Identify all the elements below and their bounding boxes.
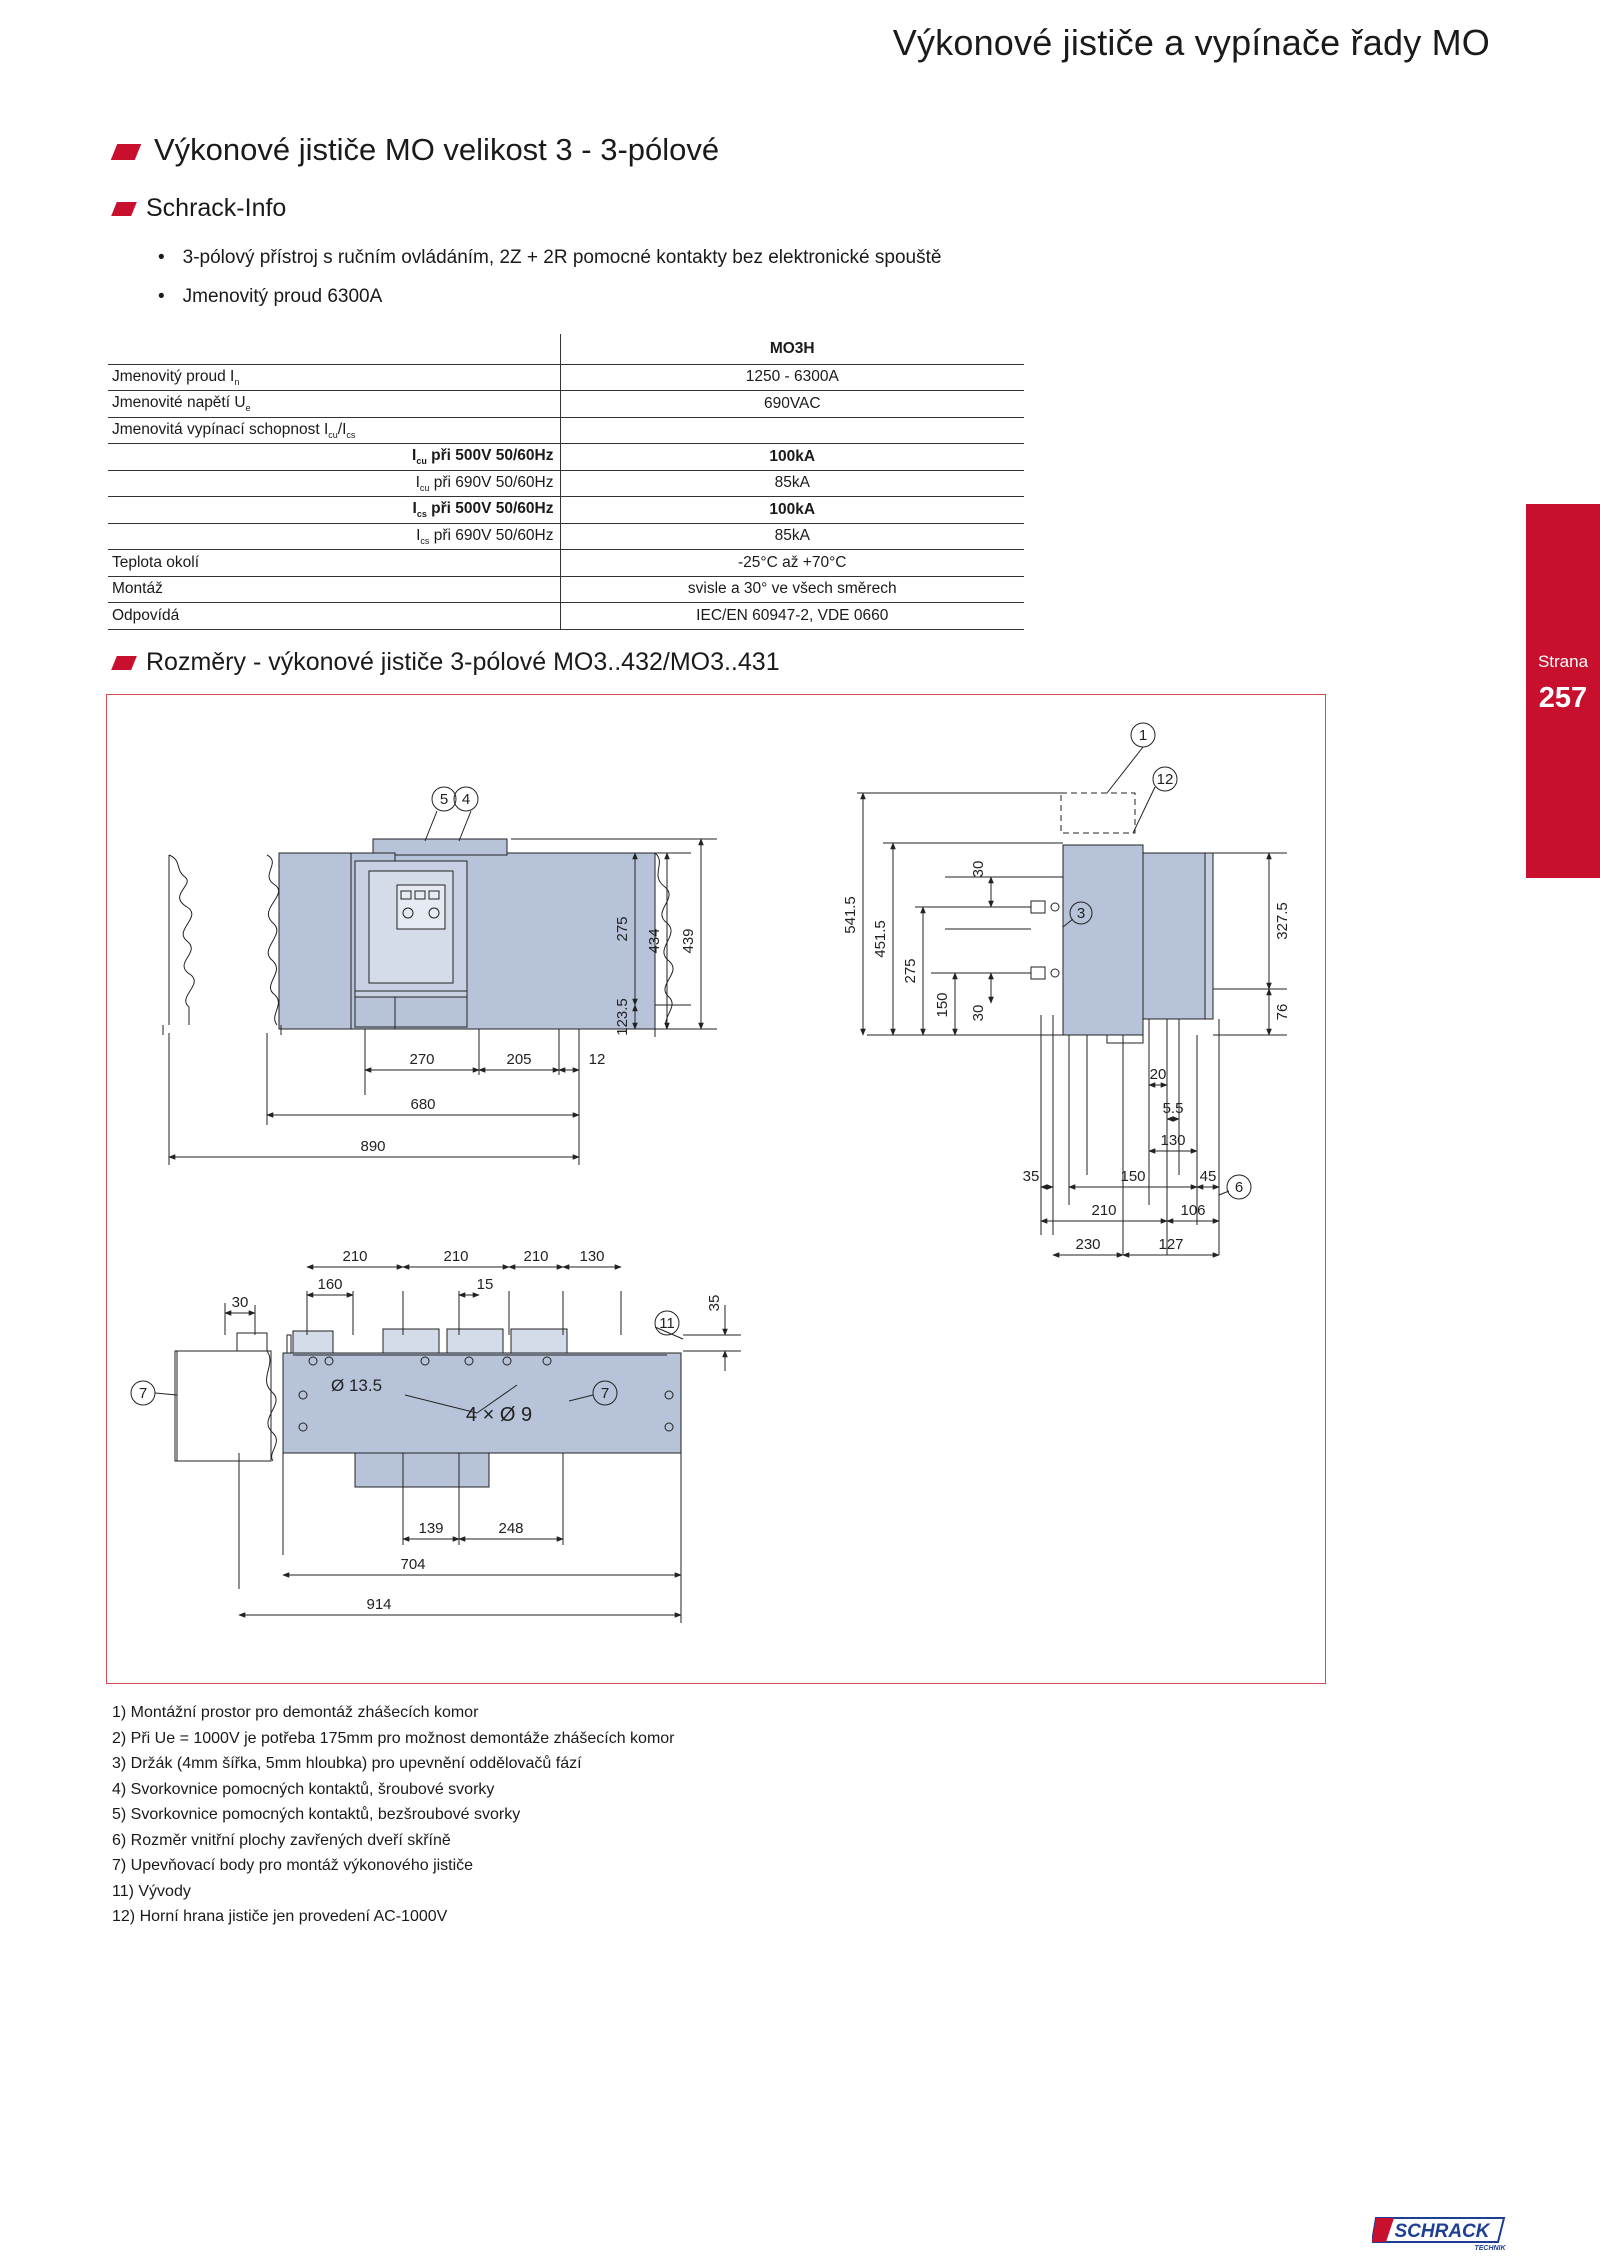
logo-text: SCHRACK — [1394, 2221, 1490, 2242]
bullet-item: • 3-pólový přístroj s ručním ovládáním, 2Z + 2R pomocné kontakty bez elektronické spouště — [158, 238, 941, 277]
holes-4-dia-9: 4 × Ø 9 — [465, 1404, 533, 1426]
dim-890: 890 — [360, 1138, 386, 1155]
dim-130: 130 — [1160, 1132, 1186, 1149]
dim-76: 76 — [1274, 1003, 1291, 1021]
callout-1: 1 — [1138, 727, 1148, 744]
dim-150: 150 — [934, 992, 951, 1018]
dim-327-5: 327.5 — [1274, 902, 1291, 940]
dimension-drawing-frame — [106, 694, 1326, 1684]
dim-106: 106 — [1180, 1202, 1206, 1219]
table-row: $I_{cu}$ při 500V 50/60Hz 100kA — [108, 444, 1024, 471]
table-header-row — [108, 334, 1024, 364]
dim-30-bottom-view: 30 — [231, 1294, 249, 1311]
dim-451-5: 451.5 — [872, 920, 889, 958]
section-title — [114, 132, 719, 168]
dim-914: 914 — [366, 1596, 392, 1613]
page-number: 257 — [1538, 682, 1588, 714]
table-row: Jmenovitý proud $I_n$ 1250 - 6300A — [108, 364, 1024, 391]
bullet-item: • Jmenovitý proud 6300A — [158, 277, 941, 316]
callout-12: 12 — [1156, 771, 1174, 788]
footnote-item: 1) Montážní prostor pro demontáž zhášecích komor — [112, 1704, 479, 1721]
dim-123-5: 123.5 — [614, 998, 631, 1036]
dim-130-bottom: 130 — [579, 1248, 605, 1265]
dim-139: 139 — [418, 1520, 444, 1537]
dim-704: 704 — [400, 1556, 426, 1573]
schrack-logo — [1372, 2212, 1512, 2252]
footnote-item: 4) Svorkovnice pomocných kontaktů, šroubové svorky — [112, 1780, 495, 1798]
dim-230: 230 — [1075, 1236, 1101, 1253]
table-row: Montáž svisle a 30° ve všech směrech — [108, 576, 1024, 603]
dim-275: 275 — [614, 916, 631, 942]
dim-127: 127 — [1158, 1236, 1184, 1253]
dim-680: 680 — [410, 1096, 436, 1113]
info-bullets — [158, 238, 941, 316]
red-marker-icon — [111, 202, 137, 216]
dim-434: 434 — [646, 928, 663, 954]
info-title — [114, 194, 286, 223]
column-header: MO3H — [560, 334, 1024, 364]
callout-6: 6 — [1234, 1179, 1244, 1196]
dim-12: 12 — [588, 1051, 606, 1068]
dim-270: 270 — [409, 1051, 435, 1068]
dim-5-5: 5.5 — [1162, 1100, 1184, 1117]
footnotes — [112, 1700, 675, 1930]
callout-7-right: 7 — [600, 1385, 610, 1402]
info-title-text: Schrack-Info — [146, 194, 287, 222]
page-label: Strana — [1537, 652, 1589, 671]
dim-160: 160 — [317, 1276, 343, 1293]
dim-205: 205 — [506, 1051, 532, 1068]
table-row: Jmenovité napětí $U_e$ 690VAC — [108, 391, 1024, 418]
dim-20: 20 — [1149, 1066, 1167, 1083]
page-header-title: Výkonové jističe a vypínače řady MO — [892, 22, 1490, 63]
dim-541-5: 541.5 — [842, 896, 859, 934]
footnote-item: 6) Rozměr vnitřní plochy zavřených dveří skříně — [112, 1831, 451, 1849]
dim-35-bottom: 35 — [706, 1294, 723, 1312]
dim-45: 45 — [1199, 1168, 1217, 1185]
callout-4: 4 — [461, 791, 471, 808]
callout-5: 5 — [439, 791, 449, 808]
footnote-item: 5) Svorkovnice pomocných kontaktů, bezšroubové svorky — [112, 1806, 521, 1823]
table-row: Teplota okolí -25°C až +70°C — [108, 550, 1024, 577]
dim-210-a: 210 — [342, 1248, 368, 1265]
dim-248: 248 — [498, 1520, 524, 1537]
dimension-drawing — [107, 695, 1327, 1685]
dim-210-side: 210 — [1091, 1202, 1117, 1219]
page-side-tab — [1526, 504, 1600, 878]
dia-13-5: Ø 13.5 — [331, 1376, 383, 1395]
table-row: $I_{cs}$ při 690V 50/60Hz 85kA — [108, 523, 1024, 550]
red-marker-icon — [111, 656, 137, 670]
dimensions-title-text: Rozměry - výkonové jističe 3-pólové MO3..432/MO3..431 — [146, 648, 780, 676]
table-row: $I_{cu}$ při 690V 50/60Hz 85kA — [108, 470, 1024, 497]
callout-11: 11 — [659, 1315, 675, 1332]
dim-210-c: 210 — [523, 1248, 549, 1265]
section-title-text: Výkonové jističe MO velikost 3 - 3-pólové — [154, 132, 720, 167]
callout-7-left: 7 — [138, 1385, 148, 1402]
footnote-item: 12) Horní hrana jističe jen provedení AC-1000V — [112, 1908, 448, 1925]
dim-275-side: 275 — [902, 958, 919, 984]
side-view — [857, 723, 1287, 1255]
dim-30-top: 30 — [970, 860, 987, 878]
dim-35: 35 — [1022, 1168, 1040, 1185]
front-view — [163, 787, 717, 1165]
bottom-view — [131, 1267, 741, 1623]
dim-210-b: 210 — [443, 1248, 469, 1265]
table-row: $I_{cs}$ při 500V 50/60Hz 100kA — [108, 497, 1024, 524]
table-row: Odpovídá IEC/EN 60947-2, VDE 0660 — [108, 603, 1024, 630]
table-row: Jmenovitá vypínací schopnost $I_{cu}/I_{cs}$ — [108, 417, 1024, 444]
dim-439: 439 — [680, 928, 697, 954]
logo-subtext: TECHNIK — [1474, 2245, 1506, 2252]
footnote-item: 11) Vývody — [112, 1882, 191, 1900]
dim-15: 15 — [476, 1276, 494, 1293]
red-marker-icon — [111, 144, 141, 160]
dim-150-side: 150 — [1120, 1168, 1146, 1185]
spec-table — [108, 334, 1024, 630]
footnote-item: 2) Při Ue = 1000V je potřeba 175mm pro možnost demontáže zhášecích komor — [112, 1729, 675, 1747]
dim-30-bottom: 30 — [970, 1004, 987, 1022]
dimensions-title — [114, 648, 780, 677]
footnote-item: 7) Upevňovací body pro montáž výkonového jističe — [112, 1857, 474, 1874]
footnote-item: 3) Držák (4mm šířka, 5mm hloubka) pro upevnění oddělovačů fází — [112, 1755, 582, 1772]
callout-3: 3 — [1076, 905, 1086, 922]
